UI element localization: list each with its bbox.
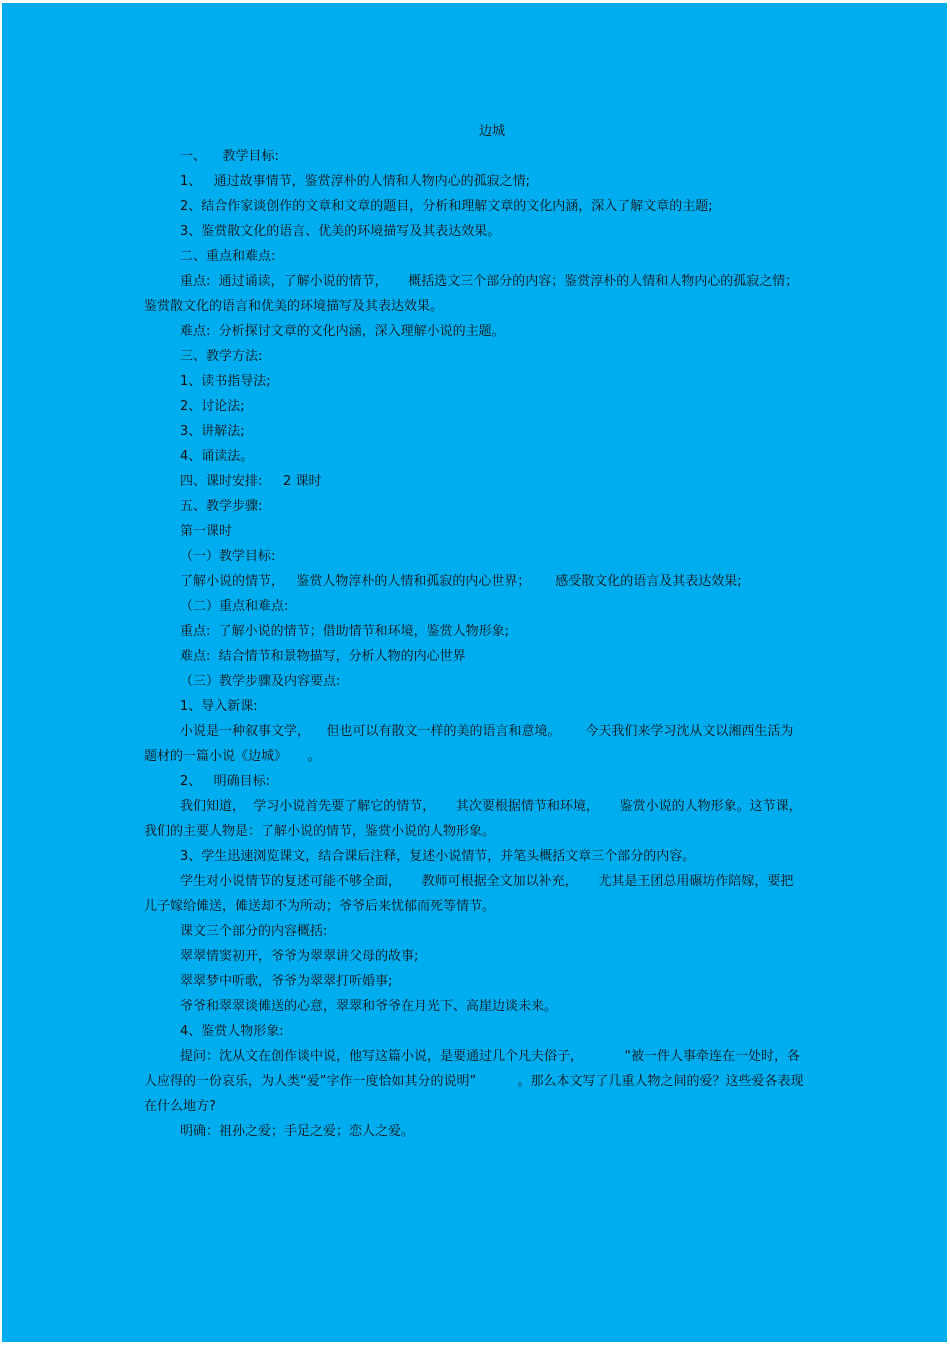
document-page bbox=[2, 3, 947, 1342]
paragraph-method-4: 4、诵读法。 bbox=[180, 449, 254, 464]
paragraph-lesson-key: 重点: 了解小说的情节；借助情节和环境，鉴赏人物形象; bbox=[180, 624, 510, 639]
paragraph-schedule: 四、课时安排: 2 课时 bbox=[180, 474, 322, 489]
paragraph-lesson-objectives: 了解小说的情节， 鉴赏人物淳朴的人情和孤寂的内心世界； 感受散文化的语言及其表达效果; bbox=[180, 574, 742, 589]
paragraph-method-3: 3、讲解法; bbox=[180, 424, 245, 439]
paragraph-step-4-answer: 明确：祖孙之爱；手足之爱；恋人之爱。 bbox=[180, 1124, 415, 1139]
paragraph-objective-1: 1、 通过故事情节，鉴赏淳朴的人情和人物内心的孤寂之情; bbox=[180, 174, 531, 189]
paragraph-step-2-text: 我们知道， 学习小说首先要了解它的情节， 其次要根据情节和环境， 鉴赏小说的人物形象。这节课，我们的主要人物是：了解小说的情节，鉴赏小说的人物形象。 bbox=[144, 799, 802, 839]
paragraph-step-2-heading: 2、 明确目标: bbox=[180, 774, 271, 789]
paragraph-key-points: 重点: 通过诵读，了解小说的情节， 概括选文三个部分的内容；鉴赏淳朴的人情和人物内心的孤寂之情；鉴赏散文化的语言和优美的环境描写及其表达效果。 bbox=[144, 274, 799, 314]
paragraph-first-lesson: 第一课时 bbox=[180, 524, 233, 539]
paragraph-step-4-question: 提问：沈从文在创作谈中说，他写这篇小说，是要通过几个凡夫俗子， “被一件人事牵连在一处时，各人应得的一份哀乐，为人类“爱”字作一度恰如其分的说明” 。那么本文写了几重人物之间的爱？这些爱各表现在什么地方? bbox=[144, 1049, 804, 1114]
paragraph-summary-heading: 课文三个部分的内容概括: bbox=[180, 924, 328, 939]
paragraph-steps-heading: 五、教学步骤: bbox=[180, 499, 263, 514]
paragraph-method-1: 1、读书指导法; bbox=[180, 374, 271, 389]
paragraph-objective-3: 3、鉴赏散文化的语言、优美的环境描写及其表达效果。 bbox=[180, 224, 501, 239]
paragraph-objectives-heading: 一、 教学目标: bbox=[180, 149, 279, 164]
paragraph-lesson-steps-heading: （三）教学步骤及内容要点: bbox=[180, 674, 341, 689]
paragraph-lesson-key-heading: （二）重点和难点: bbox=[180, 599, 289, 614]
paragraph-methods-heading: 三、教学方法: bbox=[180, 349, 263, 364]
paragraph-key-points-heading: 二、重点和难点: bbox=[180, 249, 276, 264]
paragraph-summary-3: 爷爷和翠翠谈傩送的心意，翠翠和爷爷在月光下、高崖边谈未来。 bbox=[180, 999, 558, 1014]
document-title: 边城 bbox=[478, 124, 505, 139]
paragraph-step-3: 3、学生迅速浏览课文，结合课后注释，复述小说情节，并笔头概括文章三个部分的内容。 bbox=[180, 849, 696, 864]
paragraph-step-1-text: 小说是一种叙事文学， 但也可以有散文一样的美的语言和意境。 今天我们来学习沈从文以湘西生活为题材的一篇小说《边城》 。 bbox=[144, 724, 794, 764]
paragraph-objective-2: 2、结合作家谈创作的文章和文章的题目，分析和理解文章的文化内涵，深入了解文章的主题; bbox=[180, 199, 713, 214]
paragraph-summary-2: 翠翠梦中听歌，爷爷为翠翠打听婚事; bbox=[180, 974, 393, 989]
paragraph-step-4-heading: 4、鉴赏人物形象: bbox=[180, 1024, 284, 1039]
paragraph-lesson-objectives-heading: （一）教学目标: bbox=[180, 549, 276, 564]
paragraph-step-1-heading: 1、导入新课: bbox=[180, 699, 258, 714]
paragraph-method-2: 2、讨论法; bbox=[180, 399, 245, 414]
document-body bbox=[144, 119, 804, 1144]
paragraph-summary-1: 翠翠情窦初开，爷爷为翠翠讲父母的故事; bbox=[180, 949, 419, 964]
paragraph-difficult-points: 难点: 分析探讨文章的文化内涵，深入理解小说的主题。 bbox=[180, 324, 505, 339]
paragraph-step-3-text: 学生对小说情节的复述可能不够全面， 教师可根据全文加以补充， 尤其是王团总用碾坊作陪嫁，要把儿子嫁给傩送，傩送却不为所动；爷爷后来忧郁而死等情节。 bbox=[144, 874, 794, 914]
paragraph-lesson-difficult: 难点: 结合情节和景物描写，分析人物的内心世界 bbox=[180, 649, 466, 664]
